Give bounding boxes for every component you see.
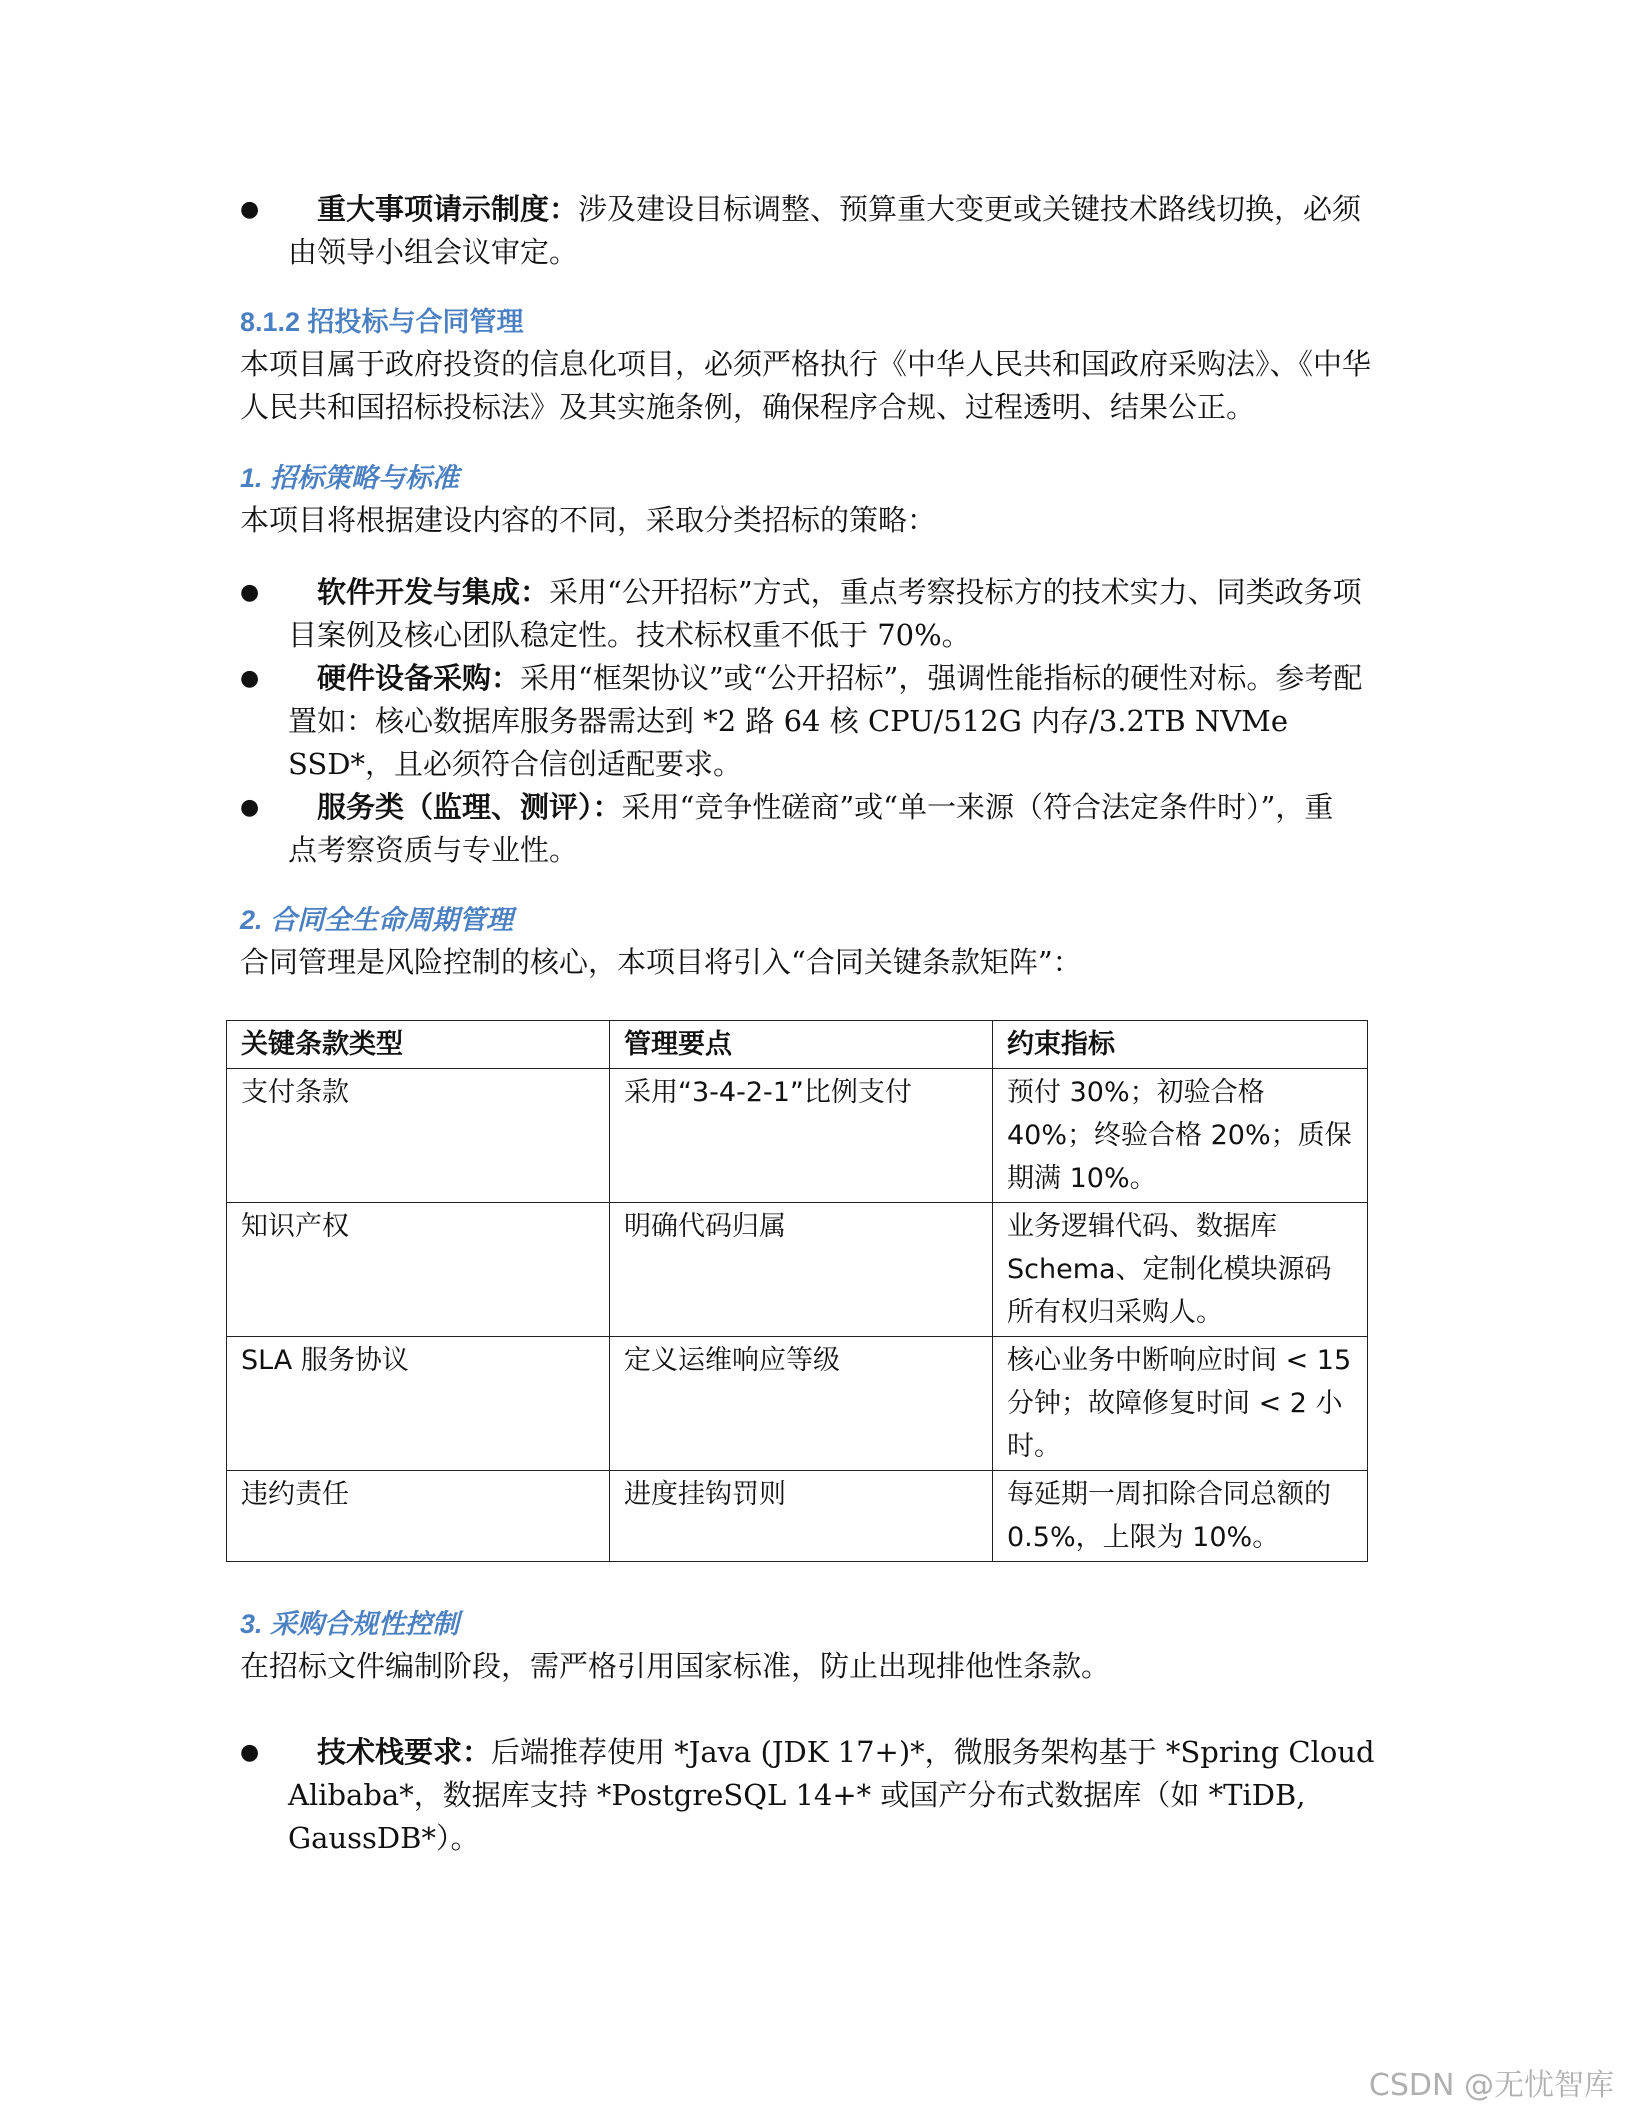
subheading-bidding-strategy: 1. 招标策略与标准 xyxy=(240,463,460,493)
subheading-contract-lifecycle: 2. 合同全生命周期管理 xyxy=(240,905,514,935)
table-cell: 预付 30%；初验合格 40%；终验合格 20%；质保期满 10%。 xyxy=(993,1069,1368,1203)
table-cell: 业务逻辑代码、数据库 Schema、定制化模块源码所有权归采购人。 xyxy=(993,1203,1368,1337)
table-cell: 进度挂钩罚则 xyxy=(610,1471,993,1562)
bullet-text: 采用“公开招标”方式，重点考察投标方的技术实力、同类政务项目案例及核心团队稳定性。技术标权重不低于 70%。 xyxy=(288,575,1362,652)
table-row xyxy=(227,1069,1368,1203)
bullet-dot-icon: ● xyxy=(240,197,260,222)
bullet-tech-stack xyxy=(240,1731,1390,1860)
section-heading-8-1-2: 8.1.2 招投标与合同管理 xyxy=(240,307,524,337)
bullet-term: 技术栈要求： xyxy=(317,1735,492,1769)
table-cell: 违约责任 xyxy=(227,1471,610,1562)
contract-clause-matrix xyxy=(226,1020,1368,1562)
table-cell: 核心业务中断响应时间 < 15 分钟；故障修复时间 < 2 小时。 xyxy=(993,1337,1368,1471)
table-cell: 定义运维响应等级 xyxy=(610,1337,993,1471)
bullet-dot-icon: ● xyxy=(240,580,260,605)
bullet-term: 硬件设备采购： xyxy=(317,661,521,695)
table-cell: 明确代码归属 xyxy=(610,1203,993,1337)
bullet-hardware xyxy=(240,657,1390,786)
table-row xyxy=(227,1203,1368,1337)
bullet-dot-icon: ● xyxy=(240,666,260,691)
table-header-row xyxy=(227,1021,1368,1069)
table-header-cell: 管理要点 xyxy=(610,1021,993,1069)
table-cell: SLA 服务协议 xyxy=(227,1337,610,1471)
sub2-intro: 合同管理是风险控制的核心，本项目将引入“合同关键条款矩阵”： xyxy=(240,945,1082,979)
bullet-term: 服务类（监理、测评）： xyxy=(317,790,622,824)
table-header-cell: 约束指标 xyxy=(993,1021,1368,1069)
table-cell: 知识产权 xyxy=(227,1203,610,1337)
table-cell: 支付条款 xyxy=(227,1069,610,1203)
bullet-major-matters xyxy=(240,188,1390,274)
table-row xyxy=(227,1337,1368,1471)
bullet-dot-icon: ● xyxy=(240,1740,260,1765)
bullet-dot-icon: ● xyxy=(240,795,260,820)
sub1-intro: 本项目将根据建设内容的不同，采取分类招标的策略： xyxy=(240,503,937,537)
bullet-term: 软件开发与集成： xyxy=(317,575,550,609)
section-812-body: 本项目属于政府投资的信息化项目，必须严格执行《中华人民共和国政府采购法》、《中华人民共和国招标投标法》及其实施条例，确保程序合规、过程透明、结果公正。 xyxy=(240,347,1372,424)
bullet-term: 重大事项请示制度： xyxy=(317,192,579,226)
bullet-text: 采用“框架协议”或“公开招标”，强调性能指标的硬性对标。参考配置如：核心数据库服务器需达到 *2 路 64 核 CPU/512G 内存/3.2TB NVMe SSD*，且必须符合信创适配要求。 xyxy=(288,661,1363,781)
table-cell: 采用“3-4-2-1”比例支付 xyxy=(610,1069,993,1203)
sub3-intro: 在招标文件编制阶段，需严格引用国家标准，防止出现排他性条款。 xyxy=(240,1649,1111,1683)
table-cell: 每延期一周扣除合同总额的 0.5%，上限为 10%。 xyxy=(993,1471,1368,1562)
bullet-services xyxy=(240,786,1390,872)
bullet-text: 后端推荐使用 *Java (JDK 17+)*，微服务架构基于 *Spring Cloud Alibaba*，数据库支持 *PostgreSQL 14+* 或国产分布式数据库（如 *TiDB, GaussDB*）。 xyxy=(288,1735,1375,1855)
watermark: CSDN @无忧智库 xyxy=(1368,2068,1614,2103)
bullet-software-dev xyxy=(240,571,1390,657)
bullet-text: 采用“竞争性磋商”或“单一来源（符合法定条件时）”，重点考察资质与专业性。 xyxy=(288,790,1334,867)
bullet-text: 涉及建设目标调整、预算重大变更或关键技术路线切换，必须由领导小组会议审定。 xyxy=(288,192,1362,269)
table-row xyxy=(227,1471,1368,1562)
subheading-procurement-compliance: 3. 采购合规性控制 xyxy=(240,1609,460,1639)
table-header-cell: 关键条款类型 xyxy=(227,1021,610,1069)
